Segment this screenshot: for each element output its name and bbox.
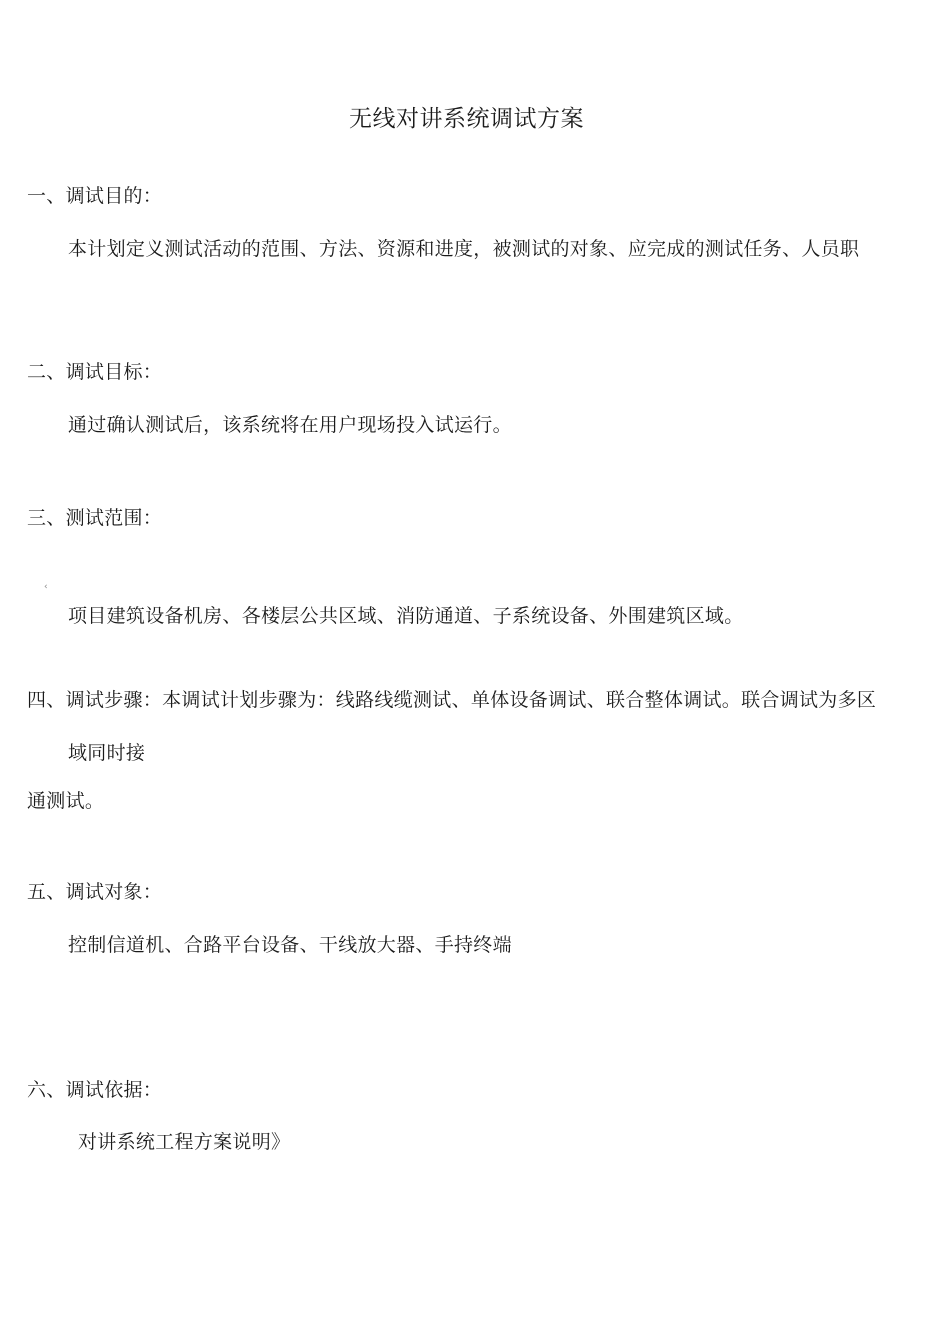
section-3-body: 项目建筑设备机房、各楼层公共区域、消防通道、子系统设备、外围建筑区域。: [68, 605, 744, 627]
stray-mark: ‹: [44, 582, 48, 592]
section-4-body-line2: 通测试。: [27, 790, 105, 812]
section-4-body-line1: 域同时接: [68, 742, 146, 764]
document-title: 无线对讲系统调试方案: [349, 106, 584, 132]
section-1-heading: 一、调试目的：: [27, 185, 163, 207]
section-4-heading: 四、调试步骤：本调试计划步骤为：线路线缆测试、单体设备调试、联合整体调试。联合调试为多区: [27, 689, 877, 711]
section-6-body: 对讲系统工程方案说明》: [78, 1131, 291, 1153]
section-5-heading: 五、调试对象：: [27, 881, 163, 903]
section-1-body: 本计划定义测试活动的范围、方法、资源和进度，被测试的对象、应完成的测试任务、人员职: [68, 238, 860, 260]
section-2-body: 通过确认测试后，该系统将在用户现场投入试运行。: [68, 414, 512, 436]
section-2-heading: 二、调试目标：: [27, 361, 163, 383]
section-5-body: 控制信道机、合路平台设备、干线放大器、手持终端: [68, 934, 512, 956]
section-6-heading: 六、调试依据：: [27, 1079, 163, 1101]
section-3-heading: 三、测试范围：: [27, 507, 163, 529]
